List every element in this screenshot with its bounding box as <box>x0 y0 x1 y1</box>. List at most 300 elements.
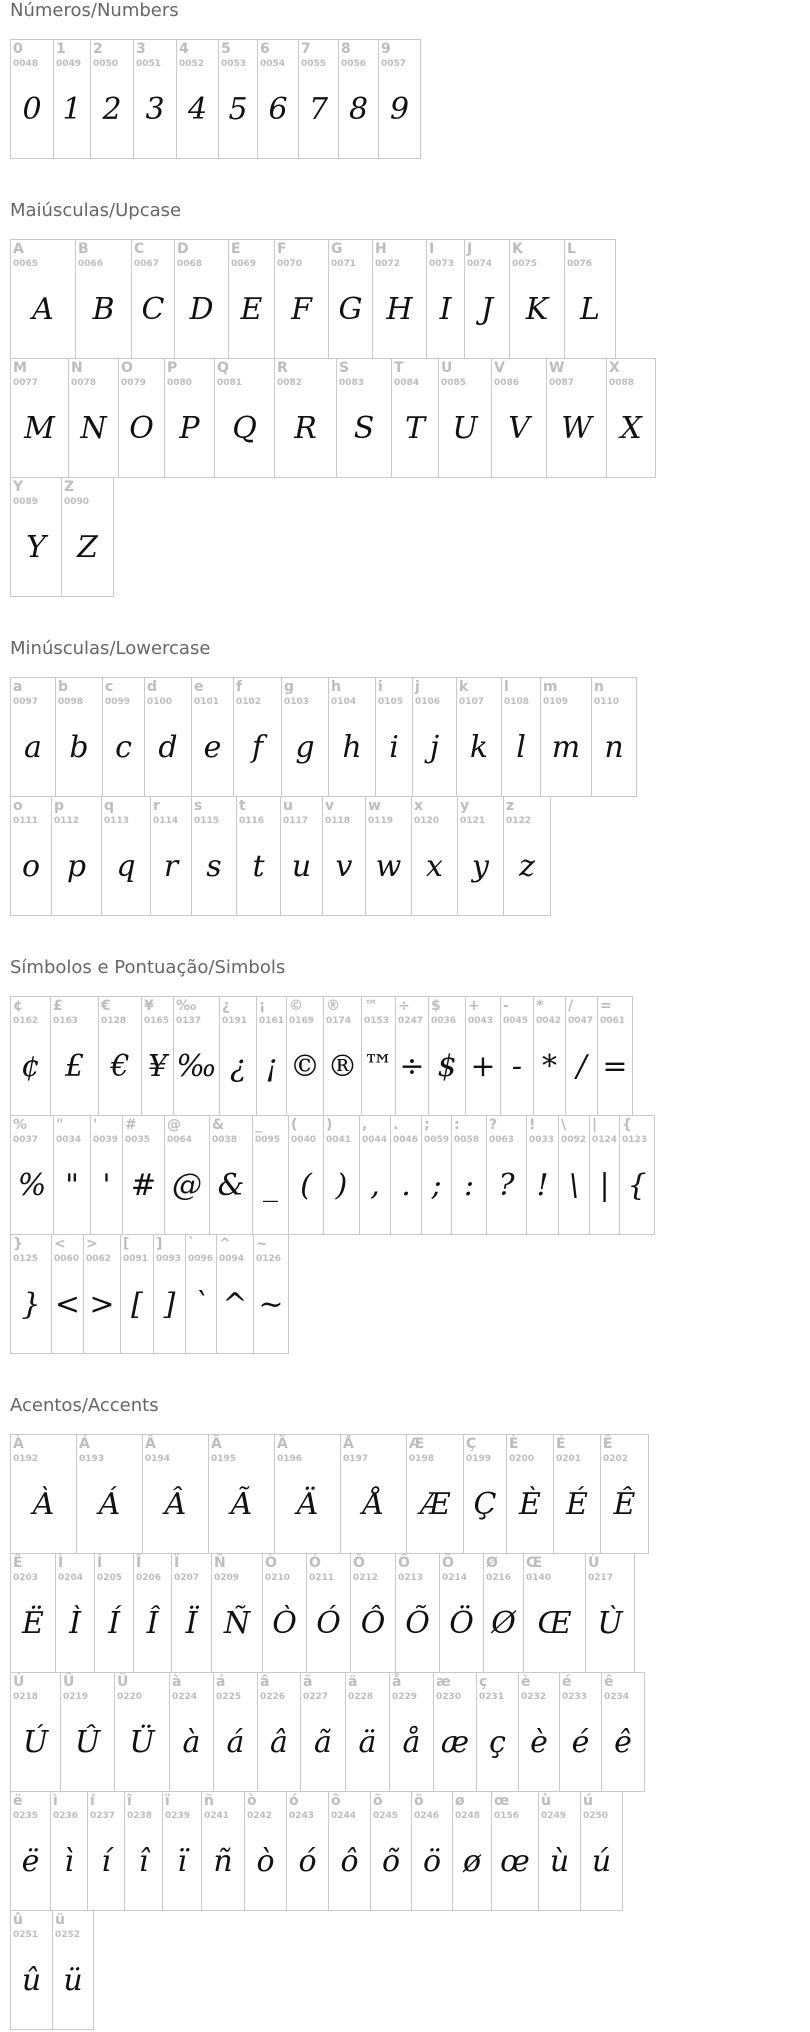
glyph-character-label: ä <box>348 1674 358 1690</box>
glyph-code-label: 0194 <box>145 1454 171 1464</box>
glyph-cell <box>164 1115 210 1235</box>
glyph-sample: Ì <box>69 1606 81 1641</box>
glyph-code-label: 0034 <box>56 1135 82 1145</box>
glyph-code-label: 0050 <box>93 59 119 69</box>
glyph-sample: + <box>470 1049 496 1084</box>
glyph-character-label: 0 <box>13 41 23 57</box>
glyph-sample: ô <box>340 1844 359 1879</box>
glyph-character-label: Œ <box>526 1555 543 1571</box>
glyph-cell <box>476 1672 519 1792</box>
glyph-sample: ï <box>177 1844 187 1879</box>
glyph-character-label: ø <box>455 1793 465 1809</box>
glyph-cell <box>144 677 192 797</box>
glyph-sample: Î <box>146 1606 159 1641</box>
glyph-sample: Z <box>77 530 98 565</box>
glyph-cell <box>340 1434 407 1554</box>
glyph-sample: C <box>141 292 165 327</box>
glyph-code-label: 0238 <box>127 1811 153 1821</box>
glyph-character-label: ï <box>165 1793 170 1809</box>
glyph-character-label: ì <box>53 1793 58 1809</box>
glyph-sample: z <box>519 849 535 884</box>
glyph-character-label: 4 <box>179 41 189 57</box>
glyph-sample: H <box>386 292 413 327</box>
glyph-code-label: 0033 <box>529 1135 555 1145</box>
glyph-character-label: m <box>543 679 558 695</box>
glyph-cell <box>274 239 329 359</box>
glyph-code-label: 0246 <box>414 1811 440 1821</box>
glyph-sample: 7 <box>308 92 329 127</box>
glyph-character-label: F <box>277 241 287 257</box>
glyph-sample: Y <box>26 530 46 565</box>
glyph-cell <box>10 677 56 797</box>
glyph-sample: - <box>511 1049 523 1084</box>
glyph-sample: Í <box>108 1606 120 1641</box>
glyph-character-label: 3 <box>136 41 146 57</box>
glyph-character-label: c <box>105 679 114 695</box>
glyph-sample: u <box>291 849 312 884</box>
glyph-cell <box>53 1115 91 1235</box>
glyph-cell <box>253 1234 289 1354</box>
glyph-character-label: Ø <box>486 1555 498 1571</box>
glyph-code-label: 0242 <box>247 1811 273 1821</box>
glyph-cell <box>236 796 281 916</box>
glyph-sample: ? <box>498 1168 515 1203</box>
glyph-cell <box>452 1791 492 1911</box>
glyph-sample: a <box>24 730 42 765</box>
glyph-grid <box>10 240 656 597</box>
glyph-code-label: 0099 <box>105 697 131 707</box>
glyph-sample: N <box>80 411 107 446</box>
glyph-character-label: Æ <box>409 1436 425 1452</box>
glyph-cell <box>214 358 275 478</box>
glyph-code-label: 0237 <box>90 1811 116 1821</box>
glyph-cell <box>83 1234 121 1354</box>
glyph-character-label: Í <box>97 1555 103 1571</box>
glyph-character-label: õ <box>373 1793 383 1809</box>
glyph-cell <box>281 677 329 797</box>
glyph-grid <box>10 997 655 1354</box>
glyph-code-label: 0247 <box>398 1016 424 1026</box>
glyph-sample: 2 <box>102 92 122 127</box>
glyph-code-label: 0056 <box>341 59 367 69</box>
glyph-character-label: ç <box>479 1674 488 1690</box>
glyph-character-label: W <box>549 360 565 376</box>
glyph-sample: Ê <box>613 1487 636 1522</box>
glyph-code-label: 0111 <box>13 816 39 826</box>
glyph-character-label: j <box>415 679 420 695</box>
glyph-sample: _ <box>263 1168 278 1203</box>
glyph-code-label: 0235 <box>13 1811 39 1821</box>
glyph-cell <box>55 677 103 797</box>
glyph-code-label: 0060 <box>54 1254 80 1264</box>
glyph-character-label: l <box>504 679 509 695</box>
glyph-cell <box>411 796 458 916</box>
glyph-row <box>10 1116 655 1235</box>
glyph-code-label: 0092 <box>561 1135 587 1145</box>
glyph-sample: " <box>65 1168 79 1203</box>
glyph-sample: ü <box>63 1963 83 1998</box>
glyph-cell <box>565 996 598 1116</box>
glyph-sample: í <box>101 1844 111 1879</box>
glyph-character-label: G <box>331 241 343 257</box>
glyph-code-label: 0216 <box>486 1573 512 1583</box>
glyph-code-label: 0202 <box>603 1454 629 1464</box>
glyph-character-label: p <box>54 798 65 814</box>
glyph-code-label: 0085 <box>441 378 467 388</box>
glyph-character-label: " <box>56 1117 64 1133</box>
glyph-sample: K <box>525 292 549 327</box>
glyph-code-label: 0200 <box>509 1454 535 1464</box>
glyph-code-label: 0041 <box>326 1135 352 1145</box>
glyph-cell <box>328 1791 371 1911</box>
glyph-code-label: 0140 <box>526 1573 552 1583</box>
glyph-code-label: 0080 <box>167 378 193 388</box>
glyph-character-label: 5 <box>221 41 231 57</box>
glyph-cell <box>300 1672 346 1792</box>
glyph-character-label: q <box>104 798 115 814</box>
glyph-row <box>10 240 656 359</box>
glyph-character-label: Q <box>217 360 229 376</box>
glyph-character-label: u <box>283 798 293 814</box>
glyph-code-label: 0114 <box>153 816 179 826</box>
glyph-character-label: Ù <box>588 1555 600 1571</box>
glyph-character-label: ` <box>188 1236 195 1252</box>
glyph-cell <box>323 996 362 1116</box>
glyph-code-label: 0035 <box>125 1135 151 1145</box>
glyph-character-label: _ <box>255 1117 262 1133</box>
glyph-sample: Ù <box>597 1606 623 1641</box>
glyph-code-label: 0088 <box>609 378 635 388</box>
glyph-cell <box>298 39 339 159</box>
glyph-code-label: 0174 <box>326 1016 352 1026</box>
glyph-sample: ¡ <box>265 1049 278 1084</box>
glyph-sample: ` <box>193 1287 209 1322</box>
glyph-sample: e <box>203 730 222 765</box>
glyph-character-label: O <box>121 360 133 376</box>
glyph-sample: è <box>530 1725 548 1760</box>
glyph-sample: ú <box>591 1844 612 1879</box>
glyph-cell <box>90 1115 123 1235</box>
glyph-code-label: 0097 <box>13 697 39 707</box>
glyph-character-label: f <box>236 679 243 695</box>
glyph-code-label: 0086 <box>494 378 520 388</box>
glyph-code-label: 0046 <box>393 1135 419 1145</box>
glyph-code-label: 0049 <box>56 59 82 69</box>
glyph-character-label: n <box>594 679 604 695</box>
glyph-cell <box>280 796 323 916</box>
glyph-character-label: á <box>216 1674 226 1690</box>
glyph-cell <box>10 1553 56 1673</box>
glyph-code-label: 0103 <box>284 697 310 707</box>
glyph-cell <box>395 996 429 1116</box>
glyph-character-label: e <box>194 679 204 695</box>
glyph-code-label: 0227 <box>303 1692 329 1702</box>
glyph-character-label: È <box>509 1436 519 1452</box>
glyph-sample: b <box>69 730 89 765</box>
glyph-cell <box>60 1672 115 1792</box>
glyph-sample: œ <box>500 1844 530 1879</box>
glyph-cell <box>142 1434 209 1554</box>
glyph-cell <box>10 996 51 1116</box>
glyph-cell <box>389 1672 434 1792</box>
glyph-sample: È <box>519 1487 541 1522</box>
glyph-sample: d <box>158 730 178 765</box>
glyph-character-label: œ <box>494 1793 510 1809</box>
glyph-character-label: a <box>13 679 23 695</box>
glyph-character-label: @ <box>167 1117 181 1133</box>
glyph-sample: [ <box>131 1287 143 1322</box>
glyph-cell <box>390 1115 422 1235</box>
glyph-code-label: 0207 <box>174 1573 200 1583</box>
glyph-cell <box>76 1434 143 1554</box>
glyph-code-label: 0204 <box>58 1573 84 1583</box>
glyph-code-label: 0156 <box>494 1811 520 1821</box>
glyph-character-label: 1 <box>56 41 66 57</box>
glyph-cell <box>336 358 392 478</box>
glyph-character-label: € <box>101 998 111 1014</box>
glyph-cell <box>591 677 637 797</box>
glyph-character-label: > <box>86 1236 98 1252</box>
glyph-code-label: 0040 <box>291 1135 317 1145</box>
glyph-character-label: \ <box>561 1117 567 1133</box>
glyph-sample: < <box>54 1287 81 1322</box>
glyph-cell <box>286 996 324 1116</box>
glyph-character-label: ë <box>13 1793 23 1809</box>
glyph-cell <box>328 677 376 797</box>
glyph-cell <box>370 1791 412 1911</box>
glyph-character-label: C <box>134 241 145 257</box>
glyph-character-label: - <box>503 998 509 1014</box>
glyph-character-label: L <box>567 241 576 257</box>
glyph-sample: î <box>138 1844 149 1879</box>
glyph-character-label: ü <box>55 1912 65 1928</box>
glyph-cell <box>411 1791 453 1911</box>
glyph-character-label: T <box>394 360 404 376</box>
glyph-character-label: Ê <box>603 1436 613 1452</box>
glyph-code-label: 0116 <box>239 816 265 826</box>
glyph-character-label: ' <box>93 1117 98 1133</box>
glyph-character-label: Ä <box>277 1436 288 1452</box>
glyph-cell <box>257 39 299 159</box>
glyph-sample: f <box>251 730 264 765</box>
glyph-code-label: 0110 <box>594 697 620 707</box>
glyph-sample: ò <box>256 1844 275 1879</box>
glyph-character-label: ã <box>303 1674 313 1690</box>
glyph-character-label: i <box>378 679 383 695</box>
glyph-code-label: 0252 <box>55 1930 81 1940</box>
glyph-character-label: : <box>454 1117 460 1133</box>
glyph-cell <box>102 677 145 797</box>
glyph-sample: I <box>439 292 452 327</box>
glyph-sample: & <box>217 1168 245 1203</box>
glyph-sample: Ã <box>230 1487 253 1522</box>
glyph-cell <box>533 996 566 1116</box>
glyph-cell <box>428 996 466 1116</box>
glyph-code-label: 0169 <box>289 1016 315 1026</box>
glyph-sample: \ <box>568 1168 580 1203</box>
glyph-character-label: o <box>13 798 23 814</box>
glyph-character-label: J <box>467 241 473 257</box>
glyph-cell <box>262 1553 307 1673</box>
glyph-character-label: ö <box>414 1793 424 1809</box>
glyph-character-label: Z <box>64 479 75 495</box>
glyph-code-label: 0236 <box>53 1811 79 1821</box>
glyph-cell <box>153 1234 186 1354</box>
glyph-code-label: 0058 <box>454 1135 480 1145</box>
glyph-code-label: 0091 <box>123 1254 149 1264</box>
glyph-sample: A <box>32 292 54 327</box>
glyph-sample: S <box>353 411 375 446</box>
glyph-code-label: 0044 <box>362 1135 388 1145</box>
glyph-sample: | <box>599 1168 610 1203</box>
glyph-sample: ø <box>462 1844 482 1879</box>
glyph-character-label: Å <box>343 1436 354 1452</box>
glyph-code-label: 0124 <box>592 1135 618 1145</box>
glyph-sample: p <box>66 849 87 884</box>
glyph-code-label: 0218 <box>13 1692 39 1702</box>
glyph-cell <box>191 677 234 797</box>
glyph-row <box>10 40 421 159</box>
glyph-code-label: 0094 <box>219 1254 245 1264</box>
glyph-character-label: R <box>277 360 288 376</box>
glyph-sample: Õ <box>405 1606 430 1641</box>
glyph-sample: > <box>89 1287 115 1322</box>
glyph-character-label: S <box>339 360 350 376</box>
glyph-code-label: 0077 <box>13 378 39 388</box>
glyph-sample: = <box>602 1049 628 1084</box>
glyph-sample: Ç <box>473 1487 497 1522</box>
glyph-sample: 8 <box>348 92 369 127</box>
glyph-character-label: , <box>362 1117 368 1133</box>
section-title: Minúsculas/Lowercase <box>10 638 211 659</box>
glyph-code-label: 0108 <box>504 697 530 707</box>
glyph-code-label: 0093 <box>156 1254 182 1264</box>
glyph-code-label: 0243 <box>289 1811 315 1821</box>
glyph-cell <box>391 358 439 478</box>
glyph-code-label: 0057 <box>381 59 407 69</box>
glyph-sample: æ <box>440 1725 470 1760</box>
glyph-character-label: ™ <box>364 998 378 1014</box>
glyph-sample: ™ <box>363 1049 394 1084</box>
glyph-cell <box>546 358 607 478</box>
glyph-cell <box>173 996 220 1116</box>
glyph-code-label: 0239 <box>165 1811 191 1821</box>
glyph-cell <box>501 677 541 797</box>
glyph-row <box>10 1792 649 1911</box>
glyph-sample: ¥ <box>147 1049 168 1084</box>
glyph-code-label: 0038 <box>212 1135 238 1145</box>
glyph-character-label: û <box>13 1912 23 1928</box>
glyph-sample: Ú <box>22 1725 49 1760</box>
glyph-cell <box>306 1553 351 1673</box>
glyph-cell <box>406 1434 464 1554</box>
glyph-code-label: 0082 <box>277 378 303 388</box>
glyph-character-label: U <box>441 360 453 376</box>
glyph-code-label: 0059 <box>424 1135 450 1145</box>
glyph-sample: j <box>429 730 440 765</box>
glyph-sample: ¢ <box>20 1049 41 1084</box>
glyph-character-label: ô <box>331 1793 341 1809</box>
glyph-code-label: 0161 <box>259 1016 285 1026</box>
glyph-code-label: 0209 <box>214 1573 240 1583</box>
glyph-character-label: Ü <box>117 1674 129 1690</box>
glyph-cell <box>553 1434 601 1554</box>
glyph-code-label: 0070 <box>277 259 303 269</box>
glyph-sample: ~ <box>258 1287 284 1322</box>
glyph-cell <box>257 1672 301 1792</box>
glyph-code-label: 0061 <box>600 1016 626 1026</box>
glyph-code-label: 0249 <box>541 1811 567 1821</box>
glyph-cell <box>213 1672 258 1792</box>
glyph-code-label: 0037 <box>13 1135 39 1145</box>
glyph-character-label: % <box>13 1117 28 1133</box>
glyph-cell <box>176 39 219 159</box>
glyph-cell <box>589 1115 620 1235</box>
glyph-cell <box>61 477 114 597</box>
glyph-sample: 3 <box>145 92 165 127</box>
glyph-cell <box>483 1553 524 1673</box>
glyph-character-label: g <box>284 679 295 695</box>
glyph-character-label: ( <box>291 1117 298 1133</box>
glyph-cell <box>118 358 165 478</box>
glyph-character-label: ^ <box>219 1236 231 1252</box>
glyph-cell <box>359 1115 391 1235</box>
glyph-sample: } <box>21 1287 41 1322</box>
glyph-code-label: 0101 <box>194 697 220 707</box>
glyph-character-label: { <box>622 1117 632 1133</box>
glyph-code-label: 0102 <box>236 697 262 707</box>
glyph-sample: É <box>566 1487 588 1522</box>
glyph-sample: ! <box>536 1168 549 1203</box>
glyph-character-label: £ <box>53 998 63 1014</box>
glyph-cell <box>10 1434 77 1554</box>
glyph-cell <box>606 358 656 478</box>
glyph-code-label: 0109 <box>543 697 569 707</box>
glyph-character-label: í <box>90 1793 95 1809</box>
glyph-character-label: Ó <box>309 1555 321 1571</box>
glyph-sample: E <box>240 292 263 327</box>
glyph-code-label: 0081 <box>217 378 243 388</box>
glyph-sample: @ <box>172 1168 202 1203</box>
glyph-sample: Û <box>74 1725 101 1760</box>
glyph-code-label: 0162 <box>13 1016 39 1026</box>
glyph-cell <box>456 677 502 797</box>
glyph-character-label: I <box>429 241 435 257</box>
glyph-code-label: 0224 <box>172 1692 198 1702</box>
glyph-sample: Ö <box>449 1606 474 1641</box>
glyph-character-label: t <box>239 798 246 814</box>
glyph-code-label: 0121 <box>460 816 486 826</box>
glyph-code-label: 0105 <box>378 697 404 707</box>
section-title: Números/Numbers <box>10 0 179 21</box>
glyph-row <box>10 997 655 1116</box>
glyph-sample: . <box>401 1168 411 1203</box>
glyph-cell <box>597 996 633 1116</box>
glyph-cell <box>433 1672 477 1792</box>
glyph-sample: R <box>294 411 317 446</box>
glyph-character-label: [ <box>123 1236 130 1252</box>
glyph-sample: ç <box>489 1725 506 1760</box>
glyph-code-label: 0106 <box>415 697 441 707</box>
glyph-cell <box>256 996 287 1116</box>
glyph-code-label: 0074 <box>467 259 493 269</box>
glyph-cell <box>141 996 174 1116</box>
glyph-sample: Ô <box>360 1606 386 1641</box>
section-title: Maiúsculas/Upcase <box>10 200 182 221</box>
glyph-cell <box>169 1672 214 1792</box>
glyph-cell <box>228 239 275 359</box>
glyph-sample: ä <box>358 1725 377 1760</box>
